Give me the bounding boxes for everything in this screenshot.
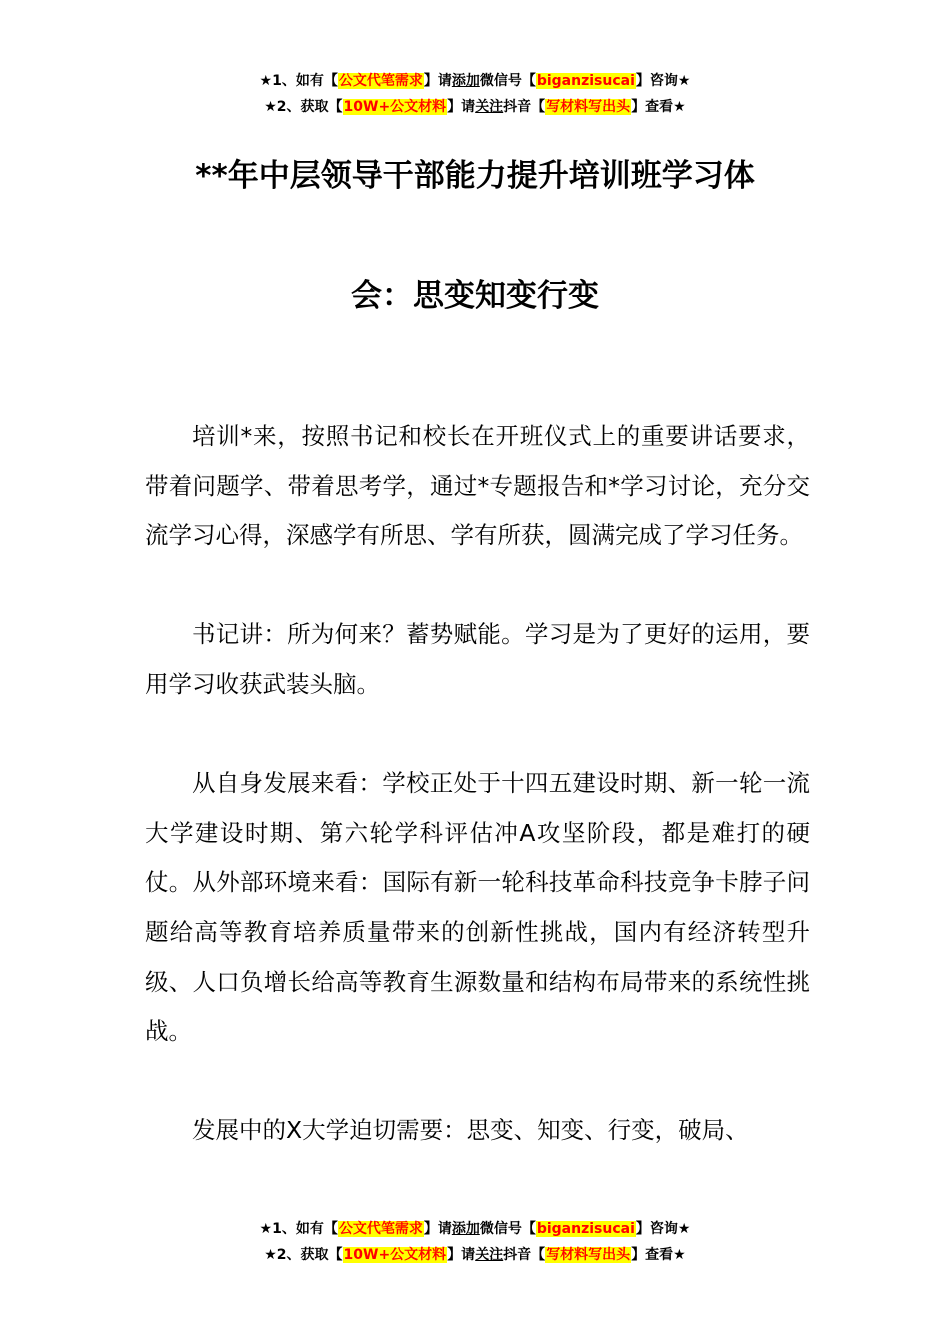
banner-highlight: 公文代笔需求 (338, 73, 423, 89)
banner-highlight: 10W+公文材料 (343, 1247, 447, 1263)
footer-banner (0, 1216, 950, 1268)
banner-line-1: ★1、如有【公文代笔需求】请添加微信号【biganzisucai】咨询★ (259, 73, 691, 89)
banner-highlight: 10W+公文材料 (343, 99, 447, 115)
document-body (145, 412, 810, 1206)
paragraph: 发展中的X大学迫切需要：思变、知变、行变，破局、 (192, 1116, 749, 1145)
banner-highlight: 写材料写出头 (546, 1247, 631, 1263)
paragraph: 从自身发展来看：学校正处于十四五建设时期、新一轮一流大学建设时期、第六轮学科评估冲A攻坚阶段，都是难打的硬仗。从外部环境来看：国际有新一轮科技革命科技竞争卡脖子问题给高等教育培养质量带来的创新性挑战，国内有经济转型升级、人口负增长给高等教育生源数量和结构布局带来的系统性挑战。 (145, 769, 810, 1046)
header-banner (0, 68, 950, 120)
paragraph: 培训*来，按照书记和校长在开班仪式上的重要讲话要求，带着问题学、带着思考学，通过*专题报告和*学习讨论，充分交流学习心得，深感学有所思、学有所获，圆满完成了学习任务。 (145, 422, 810, 550)
document-title-line-2: 会：思变知变行变 (351, 278, 599, 314)
banner-line-2: ★2、获取【10W+公文材料】请关注抖音【写材料写出头】查看★ (264, 99, 686, 115)
banner-line-2: ★2、获取【10W+公文材料】请关注抖音【写材料写出头】查看★ (264, 1247, 686, 1263)
banner-highlight: biganzisucai (536, 73, 635, 89)
banner-highlight: 公文代笔需求 (338, 1221, 423, 1237)
banner-highlight: 写材料写出头 (546, 99, 631, 115)
document-title-line-1: **年中层领导干部能力提升培训班学习体 (195, 158, 755, 194)
paragraph: 书记讲：所为何来？蓄势赋能。学习是为了更好的运用，要用学习收获武装头脑。 (145, 620, 810, 698)
banner-highlight: biganzisucai (536, 1221, 635, 1237)
banner-line-1: ★1、如有【公文代笔需求】请添加微信号【biganzisucai】咨询★ (259, 1221, 691, 1237)
